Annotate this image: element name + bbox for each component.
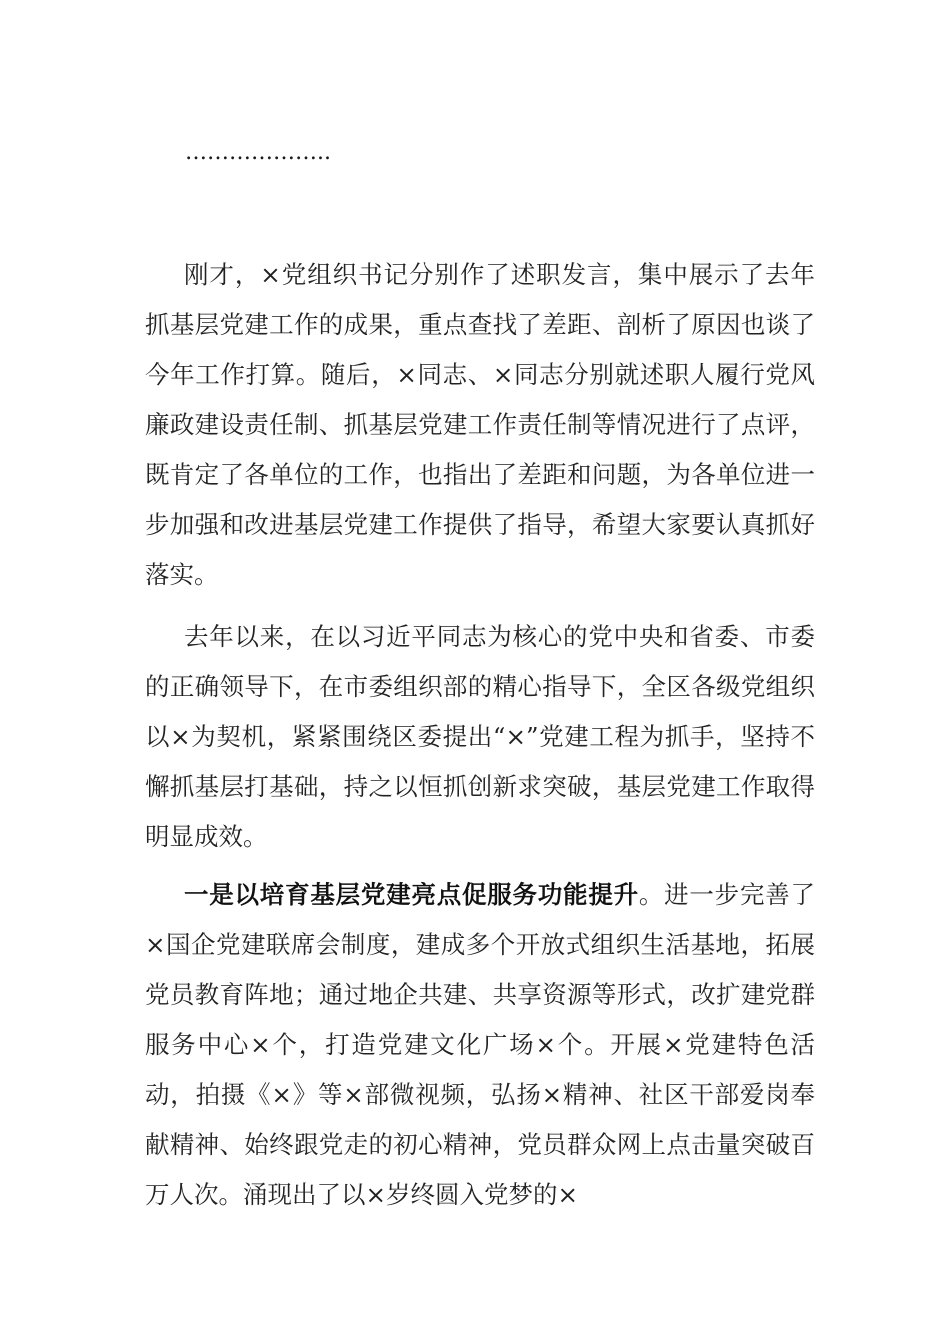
paragraph-lead-heading: 一是以培育基层党建亮点促服务功能提升 (184, 880, 639, 909)
paragraph-text: 去年以来，在以习近平同志为核心的党中央和省委、市委的正确领导下，在市委组织部的精心指导下，全区各级党组织以×为契机，紧紧围绕区委提出“×”党建工程为抓手，坚持不懈抓基层打基础，持之以恒抓创新求突破，基层党建工作取得明显成效。 (145, 622, 815, 851)
paragraph-text: 刚才，×党组织书记分别作了述职发言，集中展示了去年抓基层党建工作的成果，重点查找了差距、剖析了原因也谈了今年工作打算。随后，×同志、×同志分别就述职人履行党风廉政建设责任制、抓基层党建工作责任制等情况进行了点评，既肯定了各单位的工作，也指出了差距和问题，为各单位进一步加强和改进基层党建工作提供了指导，希望大家要认真抓好落实。 (145, 260, 815, 589)
leader-dots: ……………….. (185, 140, 331, 165)
paragraph-text (145, 870, 815, 1220)
paragraph-achievements-summary (145, 612, 815, 862)
paragraph-body: 。进一步完善了×国企党建联席会制度，建成多个开放式组织生活基地，拓展党员教育阵地；通过地企共建、共享资源等形式，改扩建党群服务中心×个，打造党建文化广场×个。开展×党建特色活动，拍摄《×》等×部微视频，弘扬×精神、社区干部爱岗奉献精神、始终跟党走的初心精神，党员群众网上点击量突破百万人次。涌现出了以×岁终圆入党梦的× (145, 880, 815, 1209)
paragraph-point-one (145, 870, 815, 1220)
paragraph-review-remarks (145, 250, 815, 600)
